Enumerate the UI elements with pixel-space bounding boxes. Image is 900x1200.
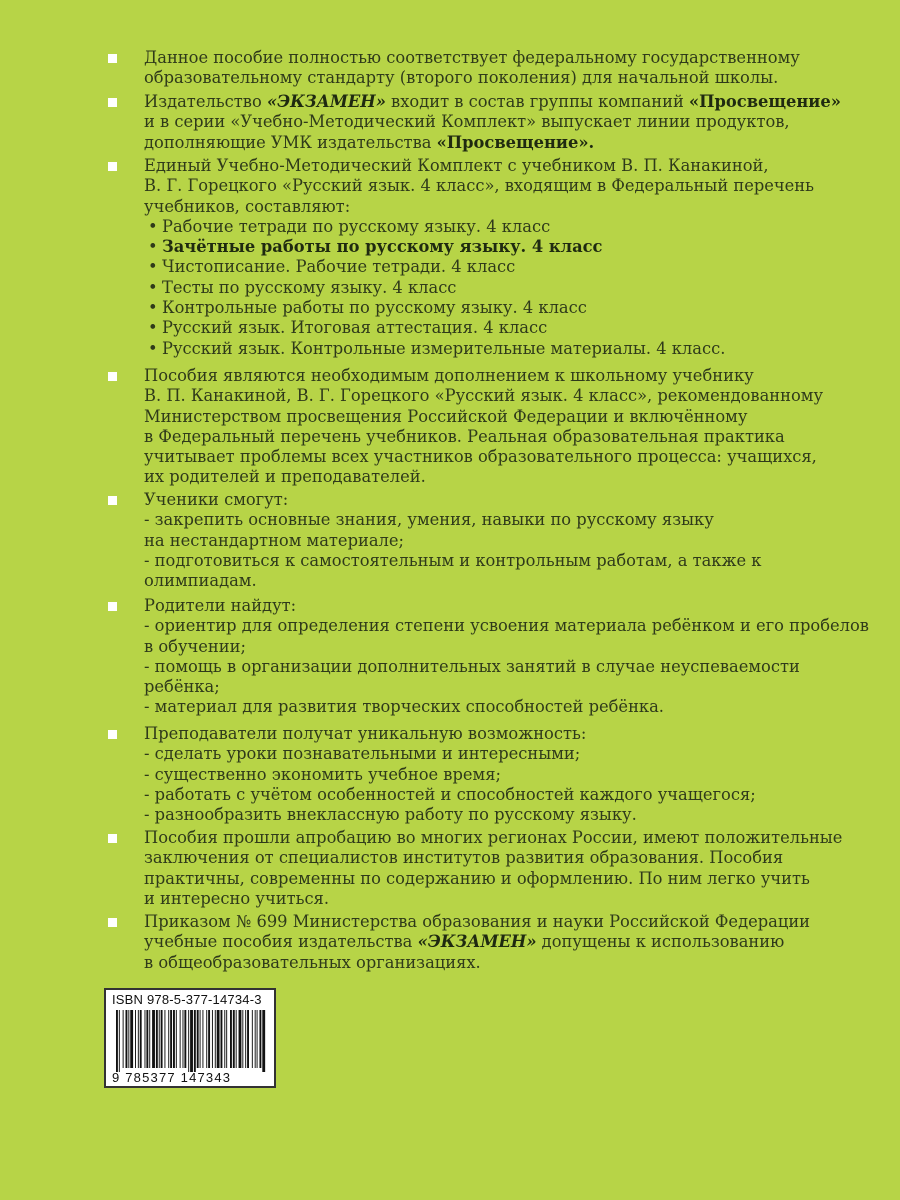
text-line [144, 510, 868, 530]
text-line [144, 427, 868, 447]
list-item [148, 298, 868, 318]
text-run: - закрепить основные знания, умения, навыки по русскому языку [144, 510, 714, 530]
section-7 [108, 724, 868, 825]
text-run: - материал для развития творческих способностей ребёнка. [144, 697, 664, 717]
text-line [144, 596, 868, 616]
square-bullet-icon [108, 98, 117, 107]
publisher-name: «ЭКЗАМЕН» [417, 932, 537, 952]
section-1 [108, 48, 868, 89]
text-line [144, 571, 868, 591]
text-line [144, 551, 868, 571]
section-8 [108, 828, 868, 909]
text-run: входит в состав группы компаний [385, 92, 689, 111]
text-run: ребёнка; [144, 677, 220, 697]
text-line [144, 953, 868, 973]
text-run: Родители найдут: [144, 596, 297, 615]
text-run: Единый Учебно-Методический Комплект с учебником В. П. Канакиной, [144, 156, 769, 175]
text-run: и в серии «Учебно-Методический Комплект» выпускает линии продуктов, [144, 112, 790, 132]
text-line [144, 677, 868, 697]
isbn-digits: 9 785377 147343 [112, 1070, 232, 1085]
text-run: Преподаватели получат уникальную возможность: [144, 724, 587, 743]
section-text [144, 366, 868, 488]
text-run: В. Г. Горецкого «Русский язык. 4 класс», входящим в Федеральный перечень [144, 176, 815, 196]
text-line [144, 407, 868, 427]
list-item [148, 339, 868, 359]
text-line [144, 724, 868, 744]
text-run: - существенно экономить учебное время; [144, 764, 501, 784]
text-run: в общеобразовательных организациях. [144, 952, 481, 972]
text-run: Издательство [144, 92, 267, 111]
text-run: Пособия являются необходимым дополнением к школьному учебнику [144, 366, 754, 385]
section-text [144, 596, 868, 718]
text-run: - работать с учётом особенностей и способностей каждого учащегося; [144, 784, 756, 804]
text-line [144, 828, 868, 848]
text-run: Министерством просвещения Российской Федерации и включённому [144, 406, 748, 426]
emphasis: Зачётные работы по русскому языку. 4 класс [162, 237, 603, 257]
text-run: - помощь в организации дополнительных занятий в случае неуспеваемости [144, 656, 800, 676]
text-line [144, 744, 868, 764]
section-text [144, 48, 868, 89]
text-line [144, 490, 868, 510]
section-2 [108, 92, 868, 153]
text-run: в обучении; [144, 636, 246, 656]
text-run: их родителей и преподавателей. [144, 467, 426, 487]
text-run: и интересно учиться. [144, 888, 330, 908]
text-line [144, 932, 868, 952]
text-line [144, 848, 868, 868]
text-line [144, 447, 868, 467]
text-line [144, 697, 868, 717]
text-run: практичны, современны по содержанию и оформлению. По ним легко учить [144, 868, 810, 888]
list-item [148, 278, 868, 298]
text-run: допущены к использованию [536, 932, 785, 952]
text-run: учебные пособия издательства [144, 932, 418, 952]
list-item [148, 237, 868, 257]
list-item [148, 257, 868, 277]
text-run: Данное пособие полностью соответствует федеральному государственному [144, 48, 800, 67]
text-line [144, 785, 868, 805]
square-bullet-icon [108, 834, 117, 843]
text-run: В. П. Канакиной, В. Г. Горецкого «Русский язык. 4 класс», рекомендованному [144, 386, 824, 406]
text-run: заключения от специалистов институтов развития образования. Пособия [144, 848, 784, 868]
text-line [144, 366, 868, 386]
text-run: - ориентир для определения степени усвоения материала ребёнком и его пробелов [144, 616, 869, 636]
text-run: Приказом № 699 Министерства образования и науки Российской Федерации [144, 912, 811, 931]
text-run: Ученики смогут: [144, 490, 289, 509]
emphasis: «Просвещение» [689, 92, 841, 111]
text-run: Чистописание. Рабочие тетради. 4 класс [162, 257, 516, 277]
square-bullet-icon [108, 54, 117, 63]
isbn-barcode-block [104, 988, 276, 1088]
section-text [144, 828, 868, 909]
barcode-icon [114, 1010, 268, 1072]
square-bullet-icon [108, 602, 117, 611]
text-line [144, 197, 868, 217]
text-run: учитывает проблемы всех участников образовательного процесса: учащихся, [144, 447, 817, 467]
square-bullet-icon [108, 162, 117, 171]
text-run: олимпиадам. [144, 571, 257, 591]
emphasis: «Просвещение». [436, 132, 595, 152]
list-item [148, 318, 868, 338]
text-run: учебников, составляют: [144, 196, 351, 216]
text-line [144, 68, 868, 88]
text-line [144, 92, 868, 112]
text-line [144, 912, 868, 932]
section-text [144, 92, 868, 153]
square-bullet-icon [108, 496, 117, 505]
section-text [144, 156, 868, 359]
text-run: Рабочие тетради по русскому языку. 4 класс [162, 216, 551, 236]
section-3 [108, 156, 868, 359]
text-line [144, 531, 868, 551]
text-line [144, 156, 868, 176]
text-line [144, 616, 868, 636]
square-bullet-icon [108, 730, 117, 739]
text-line [144, 176, 868, 196]
list-item [148, 217, 868, 237]
text-run: - сделать уроки познавательными и интересными; [144, 744, 581, 764]
publisher-name: «ЭКЗАМЕН» [266, 92, 386, 111]
text-run: Русский язык. Контрольные измерительные материалы. 4 класс. [162, 338, 726, 358]
text-run: в Федеральный перечень учебников. Реальная образовательная практика [144, 426, 785, 446]
section-9 [108, 912, 868, 973]
text-line [144, 657, 868, 677]
text-line [144, 805, 868, 825]
square-bullet-icon [108, 372, 117, 381]
text-run: на нестандартном материале; [144, 530, 405, 550]
section-text [144, 912, 868, 973]
text-line [144, 112, 868, 132]
section-text [144, 490, 868, 591]
text-line [144, 467, 868, 487]
text-run: дополняющие УМК издательства [144, 132, 437, 152]
text-run: Контрольные работы по русскому языку. 4 класс [162, 298, 587, 318]
text-line [144, 386, 868, 406]
section-5 [108, 490, 868, 591]
text-line [144, 889, 868, 909]
text-line [144, 133, 868, 153]
text-run: - разнообразить внеклассную работу по русскому языку. [144, 805, 637, 825]
text-run: Тесты по русскому языку. 4 класс [162, 277, 457, 297]
text-run: Русский язык. Итоговая аттестация. 4 класс [162, 318, 548, 338]
section-6 [108, 596, 868, 718]
text-line [144, 637, 868, 657]
text-run: образовательному стандарту (второго поколения) для начальной школы. [144, 68, 779, 88]
text-run: Пособия прошли апробацию во многих регионах России, имеют положительные [144, 828, 843, 847]
section-text [144, 724, 868, 825]
text-line [144, 765, 868, 785]
isbn-label: ISBN 978-5-377-14734-3 [112, 992, 262, 1007]
section-4 [108, 366, 868, 488]
text-run: - подготовиться к самостоятельным и контрольным работам, а также к [144, 550, 762, 570]
text-line [144, 48, 868, 68]
text-line [144, 869, 868, 889]
square-bullet-icon [108, 918, 117, 927]
